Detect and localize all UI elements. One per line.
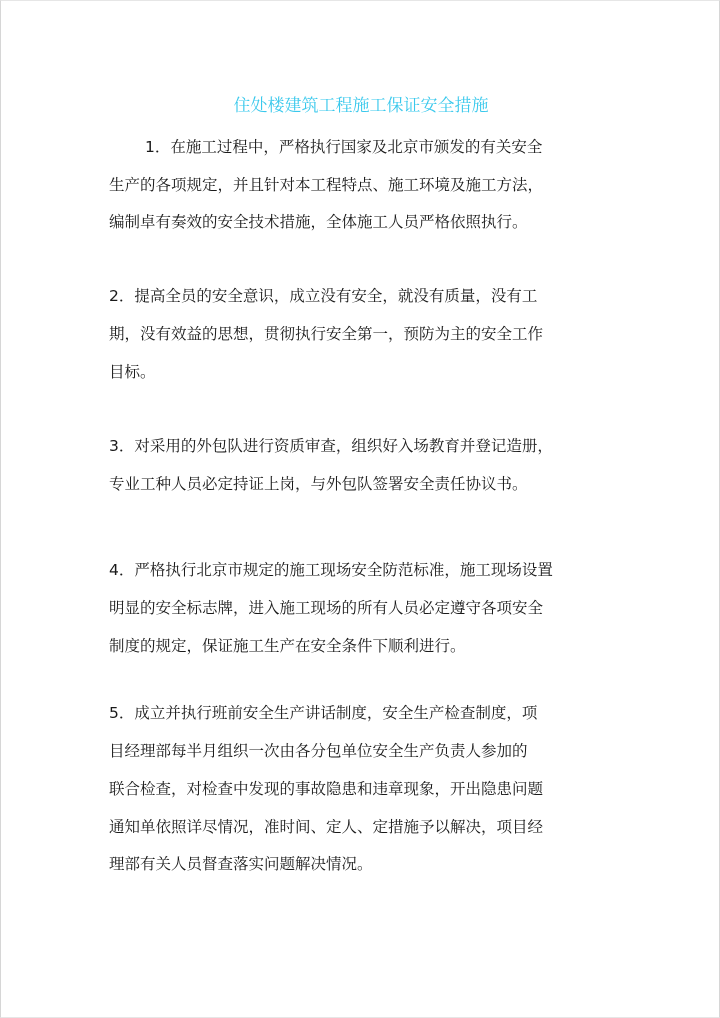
paragraph-line: 2．提高全员的安全意识，成立没有安全，就没有质量，没有工 bbox=[109, 287, 538, 305]
document-title: 住处楼建筑工程施工保证安全措施 bbox=[233, 96, 489, 116]
paragraph-line: 联合检查，对检查中发现的事故隐患和违章现象，开出隐患问题 bbox=[109, 780, 544, 798]
paragraph-line: 5．成立并执行班前安全生产讲话制度，安全生产检查制度，项 bbox=[109, 704, 538, 722]
paragraph-line: 目标。 bbox=[109, 363, 156, 381]
paragraph-line: 明显的安全标志牌，进入施工现场的所有人员必定遵守各项安全 bbox=[109, 599, 544, 617]
paragraph-line: 目经理部每半月组织一次由各分包单位安全生产负责人参加的 bbox=[109, 742, 528, 760]
paragraph-line: 制度的规定，保证施工生产在安全条件下顺利进行。 bbox=[109, 637, 466, 655]
paragraph-line: 理部有关人员督查落实问题解决情况。 bbox=[109, 855, 373, 873]
paragraph-line: 编制卓有奏效的安全技术措施，全体施工人员严格依照执行。 bbox=[109, 213, 528, 231]
paragraph-line: 期，没有效益的思想，贯彻执行安全第一，预防为主的安全工作 bbox=[109, 325, 544, 343]
paragraph-line: 1．在施工过程中，严格执行国家及北京市颁发的有关安全 bbox=[145, 138, 543, 156]
paragraph-line: 3．对采用的外包队进行资质审查，组织好入场教育并登记造册， bbox=[109, 437, 553, 455]
paragraph-line: 专业工种人员必定持证上岗，与外包队签署安全责任协议书。 bbox=[109, 475, 528, 493]
paragraph-line: 4．严格执行北京市规定的施工现场安全防范标准，施工现场设置 bbox=[109, 561, 553, 579]
paragraph-line: 通知单依照详尽情况，准时间、定人、定措施予以解决，项目经 bbox=[109, 818, 544, 836]
paragraph-line: 生产的各项规定，并且针对本工程特点、施工环境及施工方法， bbox=[109, 176, 544, 194]
